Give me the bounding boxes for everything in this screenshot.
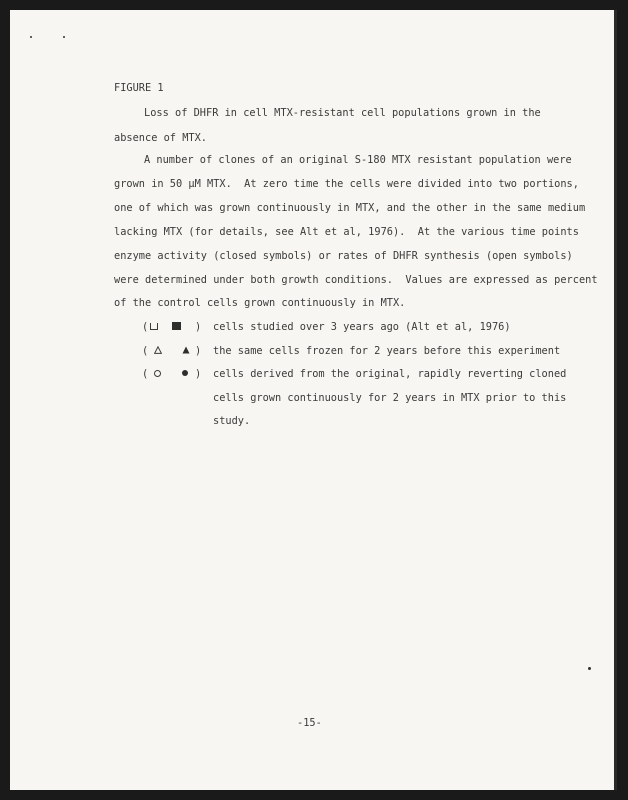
filled-triangle-icon (182, 346, 190, 354)
close-paren: ) (195, 321, 202, 333)
legend-text: cells studied over 3 years ago (Alt et al, 1976) (213, 321, 511, 333)
document-page (10, 10, 617, 790)
figure-title-line: absence of MTX. (114, 132, 207, 144)
legend-text: cells grown continuously for 2 years in MTX prior to this (213, 392, 567, 404)
filled-circle-icon (182, 370, 188, 376)
page-number: -15- (297, 717, 322, 729)
body-line: enzyme activity (closed symbols) or rates of DHFR synthesis (open symbols) (114, 250, 573, 262)
open-circle-icon (154, 370, 161, 377)
stray-mark (30, 36, 32, 38)
open-paren: ( (142, 321, 149, 333)
legend-text: study. (213, 415, 251, 427)
body-line: A number of clones of an original S-180 MTX resistant population were (144, 154, 572, 166)
open-triangle-icon (154, 346, 162, 354)
legend-text: the same cells frozen for 2 years before this experiment (213, 345, 561, 357)
close-paren: ) (195, 345, 202, 357)
stray-mark (63, 36, 65, 38)
legend-text: cells derived from the original, rapidly reverting cloned (213, 368, 567, 380)
stray-mark (588, 667, 591, 670)
open-paren: ( (142, 345, 149, 357)
body-line: one of which was grown continuously in MTX, and the other in the same medium (114, 202, 586, 214)
close-paren: ) (195, 368, 202, 380)
figure-heading: FIGURE 1 (114, 82, 164, 94)
body-line: of the control cells grown continuously in MTX. (114, 297, 406, 309)
body-line: grown in 50 µM MTX. At zero time the cells were divided into two portions, (114, 178, 579, 190)
figure-title-line: Loss of DHFR in cell MTX-resistant cell populations grown in the (144, 107, 541, 119)
open-square-icon (150, 323, 158, 330)
open-paren: ( (142, 368, 149, 380)
body-line: were determined under both growth conditions. Values are expressed as percent (114, 274, 598, 286)
body-line: lacking MTX (for details, see Alt et al, 1976). At the various time points (114, 226, 579, 238)
filled-square-icon (172, 322, 181, 330)
